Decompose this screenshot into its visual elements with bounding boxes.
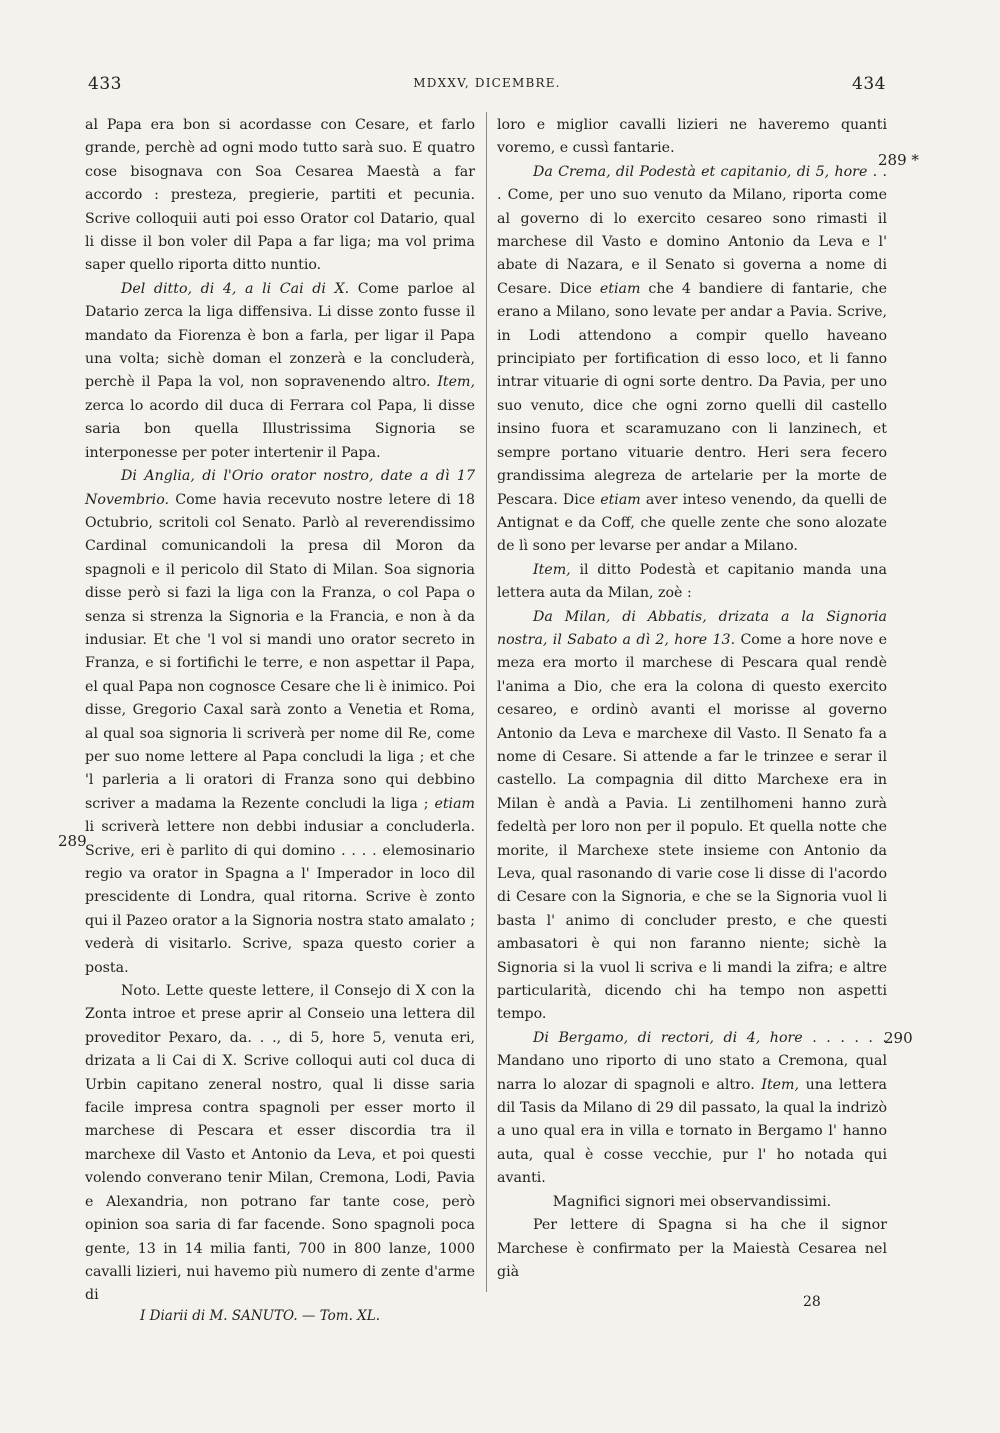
italic-run: Da Crema, dil Podestà et capitanio, di 5, hore — [533, 163, 868, 180]
text-run: Come havia recevuto nostre letere di 18 Octubrio, scritoli col Senato. Parlò al reverendissimo Cardinal comunicandoli la presa dil Moron da spagnoli e il pericolo dil Stato di Milan. Soa signoria disse però si fazi la liga con la Franza, o col Papa o senza si strenza la Signoria e la Francia, e non à da indusiar. Et che 'l vol si mandi uno orator secreto in Franza, e si fortifichi le terre, e non aspettar il Papa, el qual Papa non cognosce Cesare che li è inimico. Poi disse, Gregorio Caxal sarà zonto a Venetia et Roma, al qual soa signoria li scriverà per nome dil Re, come per suo nome lettere al Papa concludi la liga ; et che 'l parleria a li oratori di Franza sono qui debbino scriver a madama la Rezente concludi la liga ; — [85, 491, 475, 812]
text-run: Noto. Lette queste lettere, il Consejo di X con la Zonta introe et prese aprir al Conseio una lettera dil proveditor Pexaro, da. . ., di 5, hore 5, venuta eri, drizata a li Cai di X. Scrive colloqui auti col duca di Urbin capitano zeneral nostro, qual li disse saria facile impresa contra spagnoli per esser morto il marchese di Pescara et esser discordia tra il marchexe dil Vasto et Antonio da Leva, et poi questi volendo converano tenir Milan, Cremona, Lodi, Pavia e Alexandria, non potrano far tante cose, però opinion soa saria di far facende. Sono spagnoli poca gente, 13 in 14 milia fanti, 700 in 800 lanze, 1000 cavalli lizieri, nui havemo più numero di zente d'arme di — [85, 983, 475, 1304]
margin-note-289b: 289 * — [878, 151, 919, 169]
text-run: aver inteso venendo, da quelli de Antignat e da Coff, che quelle zente che sono alozate de lì sono per levarse per andar a Milano. — [497, 491, 887, 555]
paragraph — [497, 1191, 887, 1214]
paragraph — [497, 161, 887, 559]
italic-run: Del ditto, di 4, a li Cai di X. — [121, 280, 350, 297]
running-title: MDXXV, DICEMBRE. — [413, 76, 561, 90]
paragraph — [85, 465, 475, 980]
text-run: Per lettere di Spagna si ha che il signor Marchese è confirmato per la Maiestà Cesarea nel già — [497, 1217, 887, 1280]
paragraph — [85, 980, 475, 1308]
signature-mark: 28 — [803, 1294, 821, 1310]
text-run: che 4 bandiere di fantarie, che erano a Milano, sono levate per andar a Pavia. Scrive, in Lodi attendono a compir quello haveano principiato per fortification di esso loco, et li fanno intrar vituarie di ogni sorte dentro. Da Pavia, per uno suo venuto, dice che ogni zorno quelli dil castello insino fuora et scaramuzano con li lanzinech, et sempre portano vituarie dentro. Heri sera fecero grandissima alegreza de artelarie per la morte de Pescara. Dice — [497, 280, 887, 508]
italic-run: Da Milan, di Abbatis, drizata a la Signoria nostra, il Sabato a dì 2, hore 13. — [497, 608, 887, 648]
italic-run: etiam — [434, 795, 475, 812]
paragraph — [85, 114, 475, 278]
paragraph — [497, 559, 887, 606]
text-run: zerca lo acordo dil duca di Ferrara col Papa, li disse saria bon quella Illustrissima Signoria se interponesse per poter intertenir il Papa. — [85, 397, 475, 461]
page-number-right: 434 — [852, 74, 886, 94]
text-run: Magnifici signori mei observandissimi. — [552, 1193, 832, 1210]
italic-run: Di Anglia, di l'Orio orator nostro, date a dì 17 Novembrio. — [85, 468, 475, 508]
page-number-left: 433 — [88, 74, 122, 94]
margin-note-290: 290 — [884, 1029, 913, 1047]
paragraph — [85, 278, 475, 465]
italic-run: etiam — [599, 280, 641, 297]
page-header — [88, 74, 886, 98]
italic-run: Di Bergamo, di rectori, di 4, hore — [533, 1029, 803, 1046]
text-run: Come a hore nove e meza era morto il marchese di Pescara qual rendè l'anima a Dio, che era la colona di questo exercito cesareo, e ordinò avanti el morisse al governo Antonio da Leva e marchexe dil Vasto. Il Senato fa a nome di Cesare. Si attende a far le trinzee e serar il castello. La compagnia dil ditto Marchexe era in Milan è andà a Pavia. Li zentilhomeni hanno zurà fedeltà per loro non per il populo. Et quella notte che morite, il Marchexe stete insieme con Antonio da Leva, qual rasonando di varie cose li disse di l'acordo di Cesare con la Signoria, e che se la Signoria vuol li basta l' animo di concluder presto, e che questi ambasatori è qui non faranno niente; sichè la Signoria si la vuol li scriva e li mandi la zifra; e altre particularità, dicendo chi ha tempo non aspetti tempo. — [497, 631, 887, 1023]
right-column — [497, 114, 887, 1284]
text-run: al Papa era bon si acordasse con Cesare, et farlo grande, perchè ad ogni modo tutto sarà suo. E quatro cose bisognava con Soa Cesarea Maestà a far accordo : presteza, pregierie, partiti et pecunia. Scrive colloquii auti poi esso Orator col Datario, qual li disse il bon voler dil Papa a far liga; ma vol prima saper quello riporta ditto nuntio. — [85, 117, 475, 274]
text-run: . . . Come, per uno suo venuto da Milano, riporta come al governo di lo exercito cesareo sono rimasti il marchese dil Vasto e domino Antonio da Leva e l' abate di Nazara, e il Senato si governa a nome di Cesare. Dice — [497, 163, 887, 297]
column-divider — [486, 112, 487, 1292]
italic-run: Item, — [437, 374, 475, 391]
text-run: . . . . . . Mandano uno riporto di uno stato a Cremona, qual narra lo alozar di spagnoli e altro. — [497, 1029, 888, 1093]
paragraph — [497, 114, 887, 161]
text-run: il ditto Podestà et capitanio manda una lettera auta da Milan, zoè : — [497, 561, 887, 602]
left-column — [85, 114, 475, 1308]
text-run: loro e miglior cavalli lizieri ne haveremo quanti voremo, e cussì fantarie. — [497, 117, 887, 157]
text-run: una lettera dil Tasis da Milano di 29 dil passato, la qual la indrizò a uno qual era in villa e tornato in Bergamo l' hanno auta, qual è cosse vecchie, pur l' ho notada qui avanti. — [497, 1076, 887, 1187]
margin-note-289: 289 — [58, 832, 87, 850]
paragraph — [497, 1027, 887, 1191]
text-run: Come parloe al Datario zerca la liga diffensiva. Li disse zonto fusse il mandato da Fiorenza è bon a farla, per ligar il Papa una volta; sichè doman el zonzerà e la concluderà, perchè il Papa la vol, non sopravenendo altro. — [85, 280, 476, 391]
footer-title: I Diarii di M. SANUTO. — Tom. XL. — [140, 1308, 381, 1324]
paragraph — [497, 1214, 887, 1284]
italic-run: etiam — [600, 491, 641, 508]
italic-run: Item, — [761, 1076, 800, 1093]
text-run: li scriverà lettere non debbi indusiar a concluderla. Scrive, eri è parlito di qui domino . . . . elemosinario regio va orator in Spagna a l' Imperador in loco dil prescidente di Londra, qual ritorna. Scrive è zonto qui il Pazeo orator a la Signoria nostra stato amalato ; vederà di visitarlo. Scrive, spaza questo corier a posta. — [85, 819, 475, 976]
italic-run: Item, — [533, 561, 571, 578]
paragraph — [497, 606, 887, 1027]
